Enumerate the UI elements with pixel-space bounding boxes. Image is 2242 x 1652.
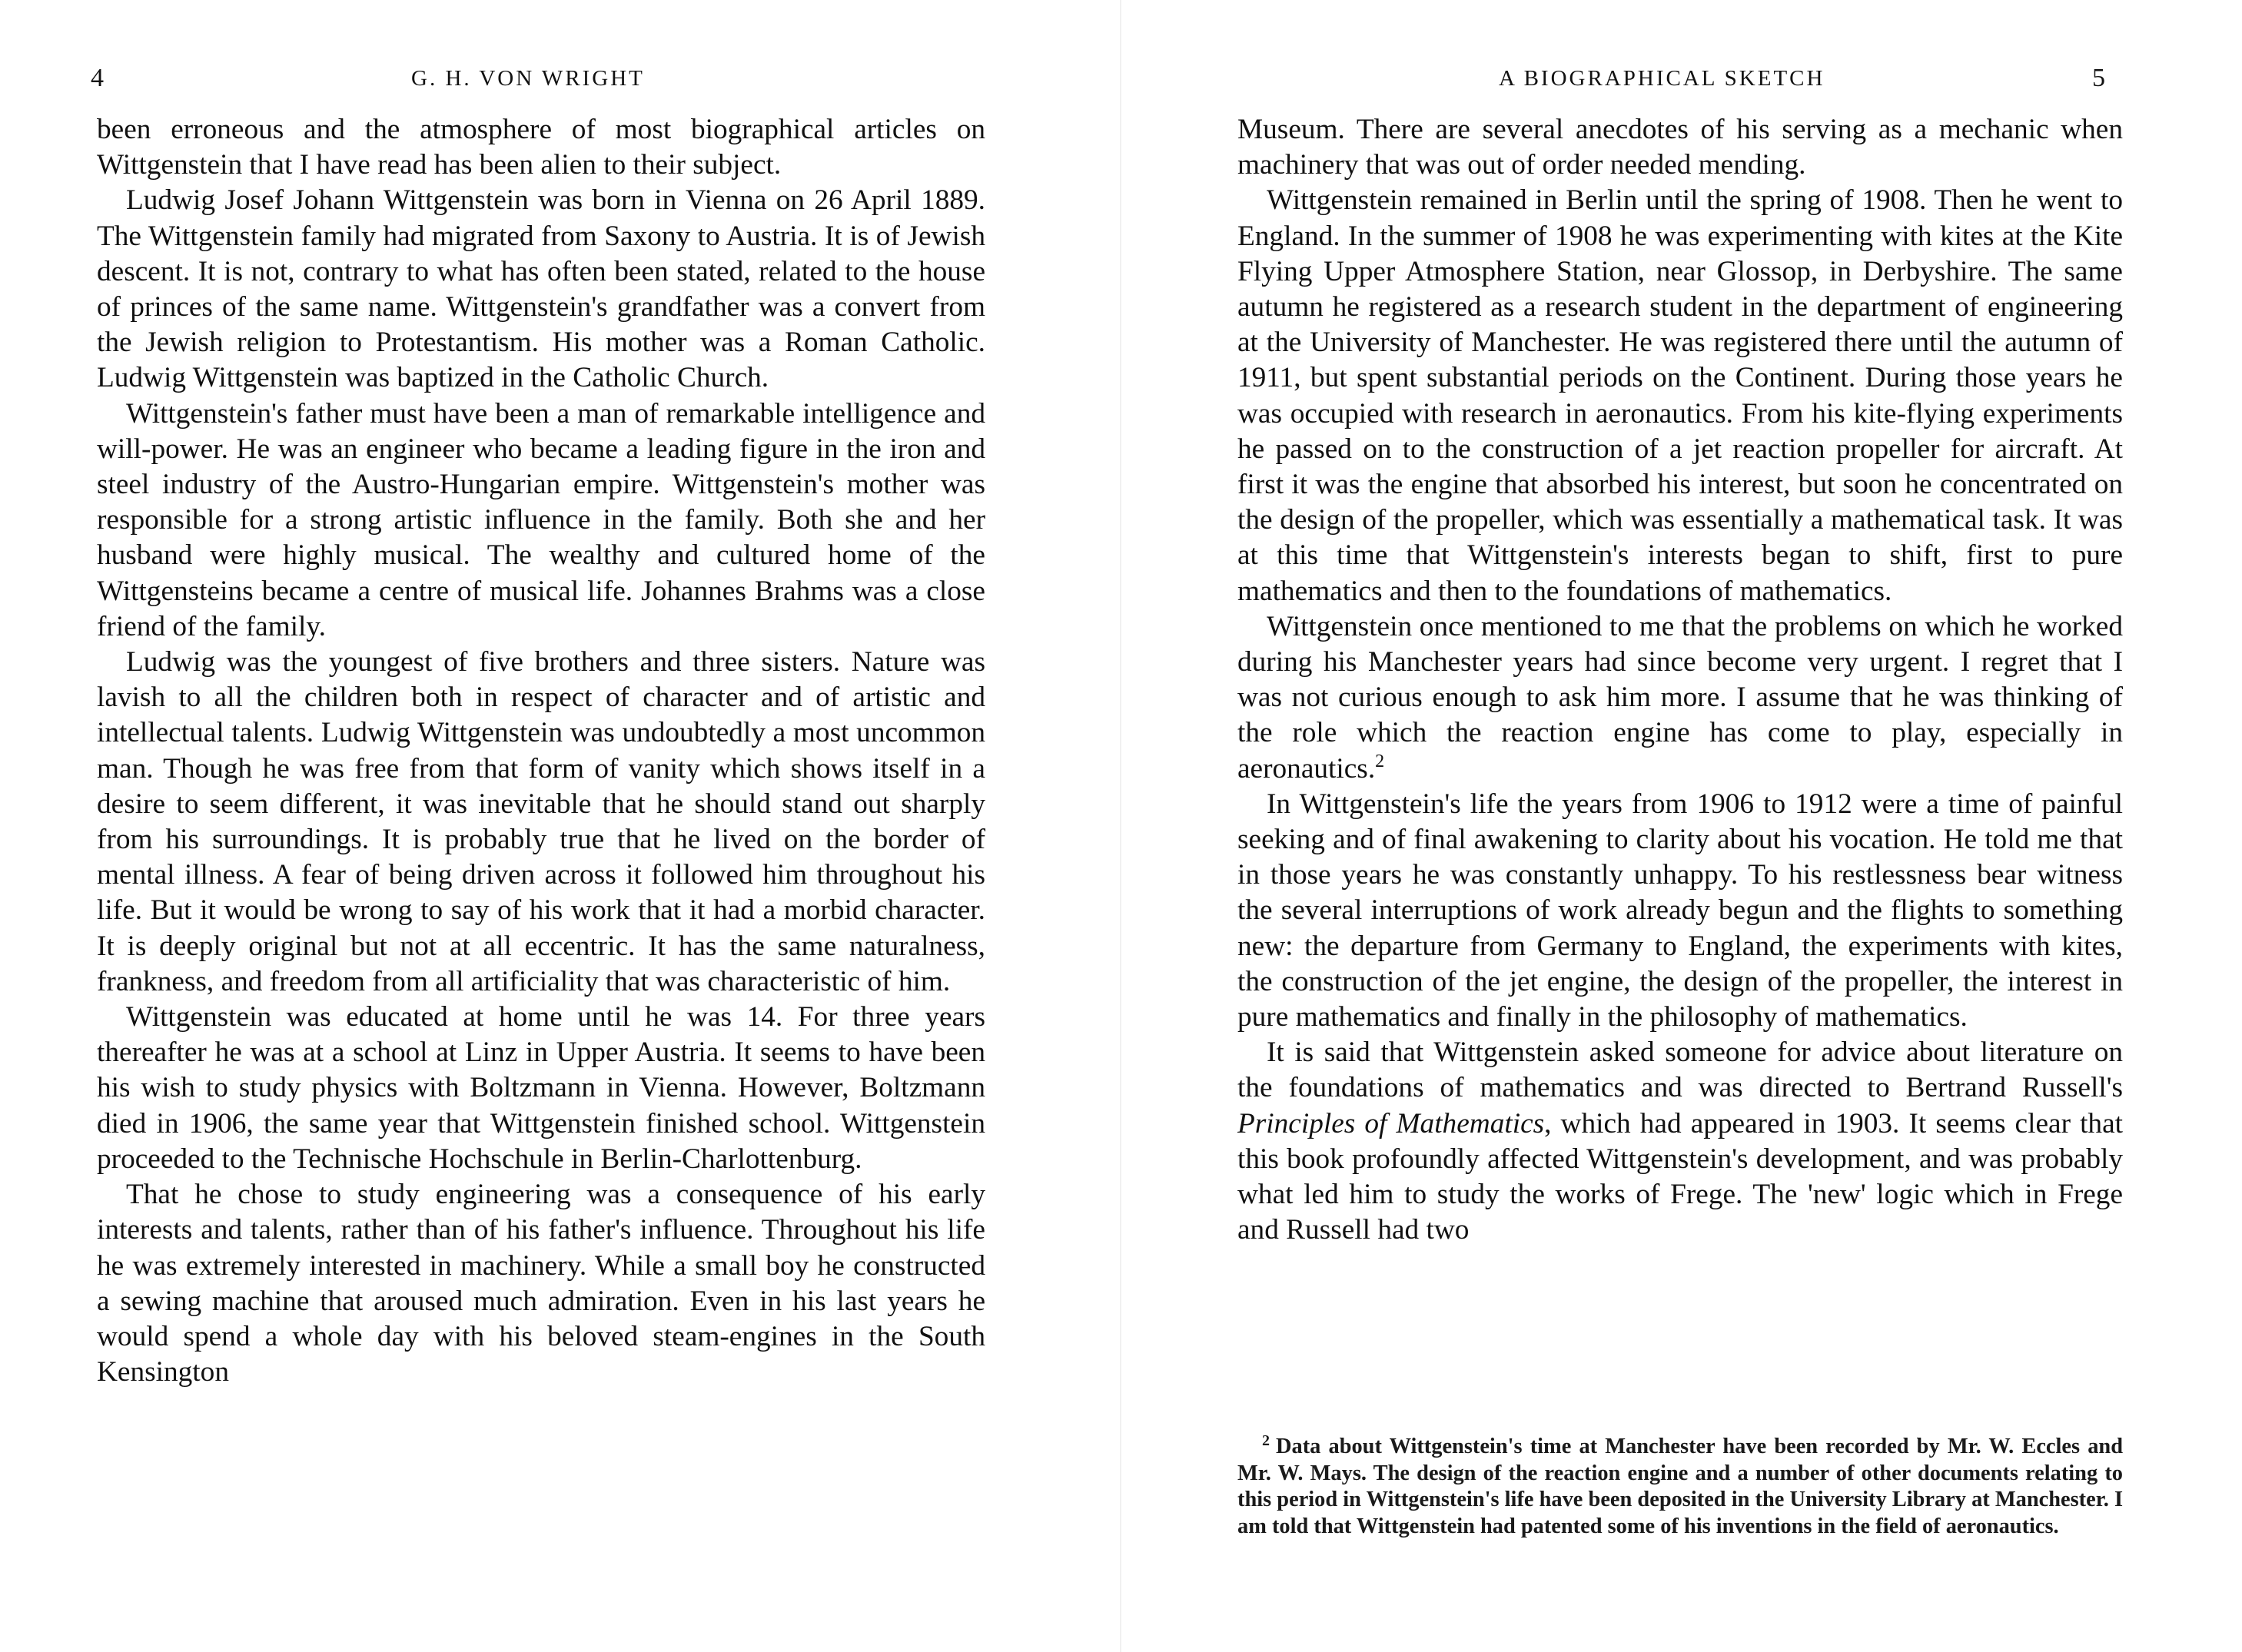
footnote-text: Data about Wittgenstein's time at Manchester have been recorded by Mr. W. Eccles and Mr. W. Mays. The design of the reaction engine and a number of other documents relating to this period in Wittgenstein's life have been deposited in the University Library at Manchester. I am told that Wittgenstein had patented some of his inventions in the field of aeronautics. xyxy=(1237,1435,2123,1538)
paragraph: Wittgenstein's father must have been a man of remarkable intelligence and will-power. He was an engineer who became a leading figure in the iron and steel industry of the Austro-Hungarian empire. Wittgenstein's mother was responsible for a strong artistic influence in the family. Both she and her husband were highly musical. The wealthy and cultured home of the Wittgensteins became a centre of musical life. Johannes Brahms was a close friend of the family. xyxy=(97,397,985,642)
paragraph: Wittgenstein was educated at home until he was 14. For three years thereafter he was at a school at Linz in Upper Austria. It seems to have been his wish to study physics with Boltzmann in Vienna. However, Boltzmann died in 1906, the same year that Wittgenstein finished school. Wittgenstein proceeded to the Technische Hochschule in Berlin-Charlottenburg. xyxy=(97,1001,985,1175)
paragraph: been erroneous and the atmosphere of most biographical articles on Wittgenstein that I have read has been alien to their subject. xyxy=(97,114,985,181)
page-number: 4 xyxy=(91,64,104,92)
page-number: 5 xyxy=(2092,64,2105,92)
body-text xyxy=(97,112,985,1390)
paragraph: That he chose to study engineering was a consequence of his early interests and talents, rather than of his father's influence. Throughout his life he was extremely interested in machinery. While a small boy he constructed a sewing machine that aroused much admiration. Even in his last years he would spend a whole day with his beloved steam-engines in the South Kensington xyxy=(97,1179,985,1388)
footnotes xyxy=(1237,1428,2123,1540)
footnote-reference[interactable]: 2 xyxy=(1375,751,1385,771)
running-head: A BIOGRAPHICAL SKETCH xyxy=(1499,66,1825,91)
paragraph-text: It is said that Wittgenstein asked someone for advice about literature on the foundations of mathematics and was directed to Bertrand Russell's xyxy=(1237,1037,2123,1104)
paragraph-text: Wittgenstein once mentioned to me that the problems on which he worked during his Manchester years had since become very urgent. I regret that I was not curious enough to ask him more. I assume that he was thinking of the role which the reaction engine has come to play, especially in aeronautics. xyxy=(1237,610,2123,785)
running-head: G. H. VON WRIGHT xyxy=(411,66,645,91)
book-title: Principles of Mathematics xyxy=(1237,1107,1545,1139)
paragraph xyxy=(1237,1035,2123,1248)
paragraph: Wittgenstein remained in Berlin until the spring of 1908. Then he went to England. In the summer of 1908 he was experimenting with kites at the Kite Flying Upper Atmosphere Station, near Glossop, in Derbyshire. The same autumn he registered as a research student in the department of engineering at the University of Manchester. He was registered there until the autumn of 1911, but spent substantial periods on the Continent. During those years he was occupied with research in aeronautics. From his kite-flying experiments he passed on to the construction of a jet reaction propeller for aircraft. At first it was the engine that absorbed his interest, but soon he concentrated on the design of the propeller, which was essentially a mathematical task. It was at this time that Wittgenstein's interests began to shift, first to pure mathematics and then to the foundations of mathematics. xyxy=(1237,184,2123,607)
paragraph: Museum. There are several anecdotes of his serving as a mechanic when machinery that was out of order needed mending. xyxy=(1237,114,2123,181)
paragraph: Ludwig was the youngest of five brothers and three sisters. Nature was lavish to all the children both in respect of character and of artistic and intellectual talents. Ludwig Wittgenstein was undoubtedly a most uncommon man. Though he was free from that form of vanity which shows itself in a desire to seem different, it was inevitable that he should stand out sharply from his surroundings. It is probably true that he lived on the border of mental illness. A fear of being driven across it followed him throughout his life. But it would be wrong to say of his work that it had a morbid character. It is deeply original but not at all eccentric. It has the same naturalness, frankness, and freedom from all artificiality that was characteristic of him. xyxy=(97,646,985,997)
footnote xyxy=(1237,1428,2123,1540)
right-page xyxy=(1121,0,2242,1652)
footnote-number: 2 xyxy=(1262,1432,1270,1449)
paragraph-text: , which had appeared in 1903. It seems clear that this book profoundly affected Wittgenstein's development, and was probably what led him to study the works of Frege. The 'new' logic which in Frege and Russell had two xyxy=(1237,1107,2123,1246)
paragraph: In Wittgenstein's life the years from 1906 to 1912 were a time of painful seeking and of final awakening to clarity about his vocation. He told me that in those years he was constantly unhappy. To his restlessness bear witness the several interruptions of work already begun and the flights to something new: the departure from Germany to England, the experiments with kites, the construction of the jet engine, the design of the propeller, the interest in pure mathematics and finally in the philosophy of mathematics. xyxy=(1237,788,2123,1033)
paragraph: Ludwig Josef Johann Wittgenstein was born in Vienna on 26 April 1889. The Wittgenstein family had migrated from Saxony to Austria. It is of Jewish descent. It is not, contrary to what has often been stated, related to the house of princes of the same name. Wittgenstein's grandfather was a convert from the Jewish religion to Protestantism. His mother was a Roman Catholic. Ludwig Wittgenstein was baptized in the Catholic Church. xyxy=(97,184,985,394)
body-text xyxy=(1237,112,2123,1249)
paragraph xyxy=(1237,609,2123,787)
